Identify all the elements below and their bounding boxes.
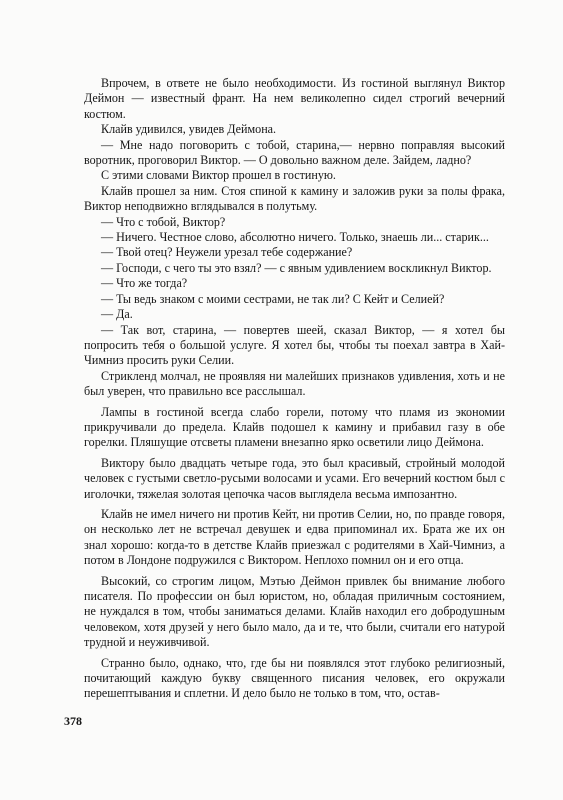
paragraph: — Что же тогда? <box>101 276 188 291</box>
paragraph: Лампы в гостиной всегда слабо горели, потому что пламя из экономии прикручивали до предела. Клайв подошел к камину и прибавил газу в обе горелки. Пляшущие отсветы пламени внезапно ярко осветили лицо Деймона. <box>84 404 505 450</box>
paragraph: Высокий, со строгим лицом, Мэтью Деймон привлек бы внимание любого писателя. По профессии он был юристом, но, обладая приличным состоянием, не нуждался в том, чтобы заниматься делами. Клайв находил его добродушным человеком, хотя друзей у него было мало, да и те, что были, считали его натурой трудной и неуживчивой. <box>84 573 505 650</box>
paragraph: Виктору было двадцать четыре года, это был красивый, стройный молодой человек с густыми светло-русыми волосами и усами. Его вечерний костюм был с иголочки, тяжелая золотая цепочка часов выглядела весьма импозантно. <box>84 455 505 501</box>
paragraph: Странно было, однако, что, где бы ни появлялся этот глубоко религиозный, почитающий каждую букву священного писания человек, его окружали перешептывания и сплетни. И дело было не только в том, что, остав- <box>84 655 505 701</box>
page-number: 378 <box>64 714 82 728</box>
paragraph: — Господи, с чего ты это взял? — с явным удивлением воскликнул Виктор. <box>101 260 492 275</box>
paragraph: — Что с тобой, Виктор? <box>101 214 226 229</box>
paragraph: — Твой отец? Неужели урезал тебе содержание? <box>101 245 353 260</box>
paragraph: — Ты ведь знаком с моими сестрами, не так ли? С Кейт и Селией? <box>101 291 445 306</box>
body-text <box>84 76 505 702</box>
paragraph: Клайв удивился, увидев Деймона. <box>101 122 277 137</box>
paragraph: Стриклeнд молчал, не проявляя ни малейших признаков удивления, хоть и не был уверен, что правильно все расслышал. <box>84 368 505 399</box>
paragraph: Впрочем, в ответе не было необходимости. Из гостиной выглянул Виктор Деймон — известный франт. На нем великолепно сидел строгий вечерний костюм. <box>84 76 505 121</box>
paragraph: С этими словами Виктор прошел в гостиную. <box>101 168 336 183</box>
paragraph: — Мне надо поговорить с тобой, старина,— нервно поправляя высокий воротник, проговорил Виктор. — О довольно важном деле. Зайдем, ладно? <box>84 137 505 168</box>
paragraph: — Так вот, старина, — повертев шеей, сказал Виктор, — я хотел бы попросить тебя о большой услуге. Я хотел бы, чтобы ты поехал завтра в Хай-Чимниз просить руки Селии. <box>84 322 505 368</box>
paragraph: Клайв прошел за ним. Стоя спиной к камину и заложив руки за полы фрака, Виктор неподвижно вглядывался в полутьму. <box>84 183 505 214</box>
paragraph: Клайв не имел ничего ни против Кейт, ни против Селии, но, по правде говоря, он несколько лет не встречал девушек и едва припоминал их. Брата же их он знал хорошо: когда-то в детстве Клайв приезжал с родителями в Хай-Чимниз, а потом в Лондоне подружился с Виктором. Неплохо помнил он и его отца. <box>84 506 505 568</box>
paragraph: — Ничего. Честное слово, абсолютно ничего. Только, знаешь ли... старик... <box>101 230 489 245</box>
paragraph: — Да. <box>101 307 133 322</box>
